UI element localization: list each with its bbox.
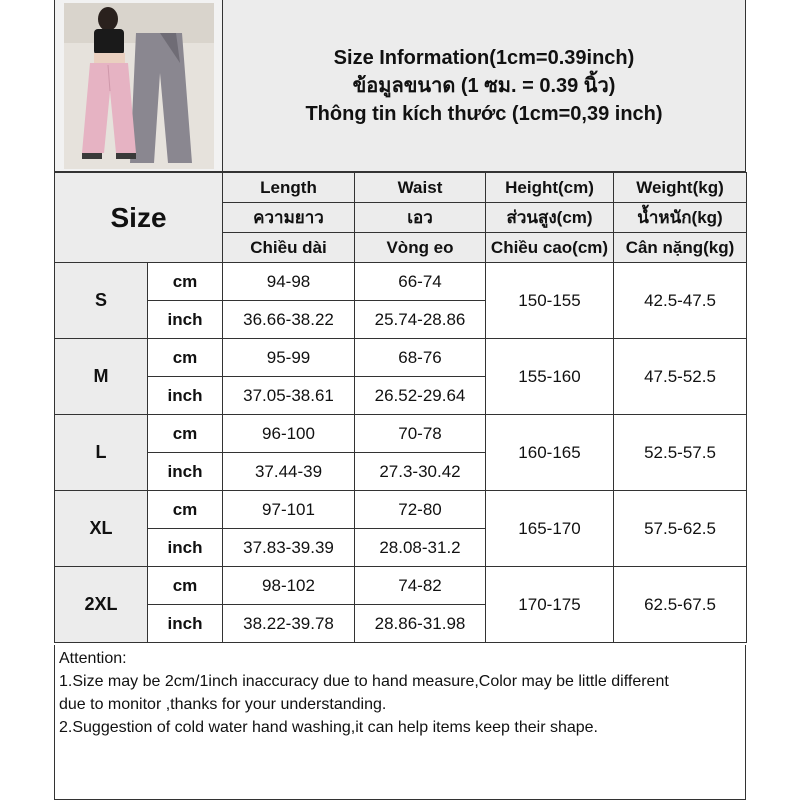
unit-inch: inch <box>148 605 223 643</box>
col-waist-th: เอว <box>355 203 486 233</box>
table-row <box>55 491 747 529</box>
unit-cm: cm <box>148 567 223 605</box>
table-row <box>55 339 747 377</box>
length-inch-cell: 38.22-39.78 <box>223 605 355 643</box>
col-weight-en: Weight(kg) <box>614 173 747 203</box>
table-row <box>55 415 747 453</box>
col-length-en: Length <box>223 173 355 203</box>
size-header: Size <box>55 173 223 263</box>
size-cell: S <box>55 263 148 339</box>
length-cm-cell: 98-102 <box>223 567 355 605</box>
length-cm-cell: 97-101 <box>223 491 355 529</box>
height-cell: 150-155 <box>486 263 614 339</box>
size-cell: L <box>55 415 148 491</box>
length-inch-cell: 37.05-38.61 <box>223 377 355 415</box>
waist-inch-cell: 25.74-28.86 <box>355 301 486 339</box>
length-inch-cell: 37.83-39.39 <box>223 529 355 567</box>
waist-cm-cell: 70-78 <box>355 415 486 453</box>
col-length-th: ความยาว <box>223 203 355 233</box>
height-cell: 170-175 <box>486 567 614 643</box>
size-table <box>54 172 747 643</box>
col-height-en: Height(cm) <box>486 173 614 203</box>
unit-inch: inch <box>148 301 223 339</box>
col-weight-th: น้ำหนัก(kg) <box>614 203 747 233</box>
unit-inch: inch <box>148 529 223 567</box>
waist-inch-cell: 28.08-31.2 <box>355 529 486 567</box>
waist-cm-cell: 68-76 <box>355 339 486 377</box>
weight-cell: 47.5-52.5 <box>614 339 747 415</box>
length-cm-cell: 96-100 <box>223 415 355 453</box>
table-row <box>55 567 747 605</box>
col-length-vi: Chiều dài <box>223 233 355 263</box>
unit-inch: inch <box>148 453 223 491</box>
attention-line-2: due to monitor ,thanks for your understanding. <box>59 696 387 713</box>
weight-cell: 57.5-62.5 <box>614 491 747 567</box>
waist-cm-cell: 74-82 <box>355 567 486 605</box>
col-height-th: ส่วนสูง(cm) <box>486 203 614 233</box>
waist-inch-cell: 26.52-29.64 <box>355 377 486 415</box>
size-chart <box>54 0 746 800</box>
waist-cm-cell: 66-74 <box>355 263 486 301</box>
title-vietnamese: Thông tin kích thước (1cm=0,39 inch) <box>305 102 663 125</box>
length-inch-cell: 37.44-39 <box>223 453 355 491</box>
length-cm-cell: 95-99 <box>223 339 355 377</box>
height-cell: 155-160 <box>486 339 614 415</box>
height-cell: 165-170 <box>486 491 614 567</box>
weight-cell: 42.5-47.5 <box>614 263 747 339</box>
col-height-vi: Chiều cao(cm) <box>486 233 614 263</box>
height-cell: 160-165 <box>486 415 614 491</box>
weight-cell: 62.5-67.5 <box>614 567 747 643</box>
waist-inch-cell: 27.3-30.42 <box>355 453 486 491</box>
title-thai: ข้อมูลขนาด (1 ซม. = 0.39 นิ้ว) <box>352 74 616 97</box>
length-cm-cell: 94-98 <box>223 263 355 301</box>
attention-notes <box>54 645 746 800</box>
col-waist-en: Waist <box>355 173 486 203</box>
unit-cm: cm <box>148 263 223 301</box>
size-cell: XL <box>55 491 148 567</box>
unit-cm: cm <box>148 491 223 529</box>
waist-inch-cell: 28.86-31.98 <box>355 605 486 643</box>
length-inch-cell: 36.66-38.22 <box>223 301 355 339</box>
attention-title: Attention: <box>59 650 127 667</box>
col-waist-vi: Vòng eo <box>355 233 486 263</box>
table-row <box>55 263 747 301</box>
header-titles <box>223 0 745 171</box>
waist-cm-cell: 72-80 <box>355 491 486 529</box>
col-weight-vi: Cân nặng(kg) <box>614 233 747 263</box>
title-english: Size Information(1cm=0.39inch) <box>333 46 635 69</box>
weight-cell: 52.5-57.5 <box>614 415 747 491</box>
attention-line-3: 2.Suggestion of cold water hand washing,it can help items keep their shape. <box>59 719 598 736</box>
size-cell: M <box>55 339 148 415</box>
unit-cm: cm <box>148 339 223 377</box>
product-photo <box>55 0 223 171</box>
attention-line-1: 1.Size may be 2cm/1inch inaccuracy due to hand measure,Color may be little different <box>59 673 669 690</box>
size-cell: 2XL <box>55 567 148 643</box>
unit-inch: inch <box>148 377 223 415</box>
product-photo-illustration <box>64 3 214 169</box>
unit-cm: cm <box>148 415 223 453</box>
chart-header <box>54 0 746 172</box>
